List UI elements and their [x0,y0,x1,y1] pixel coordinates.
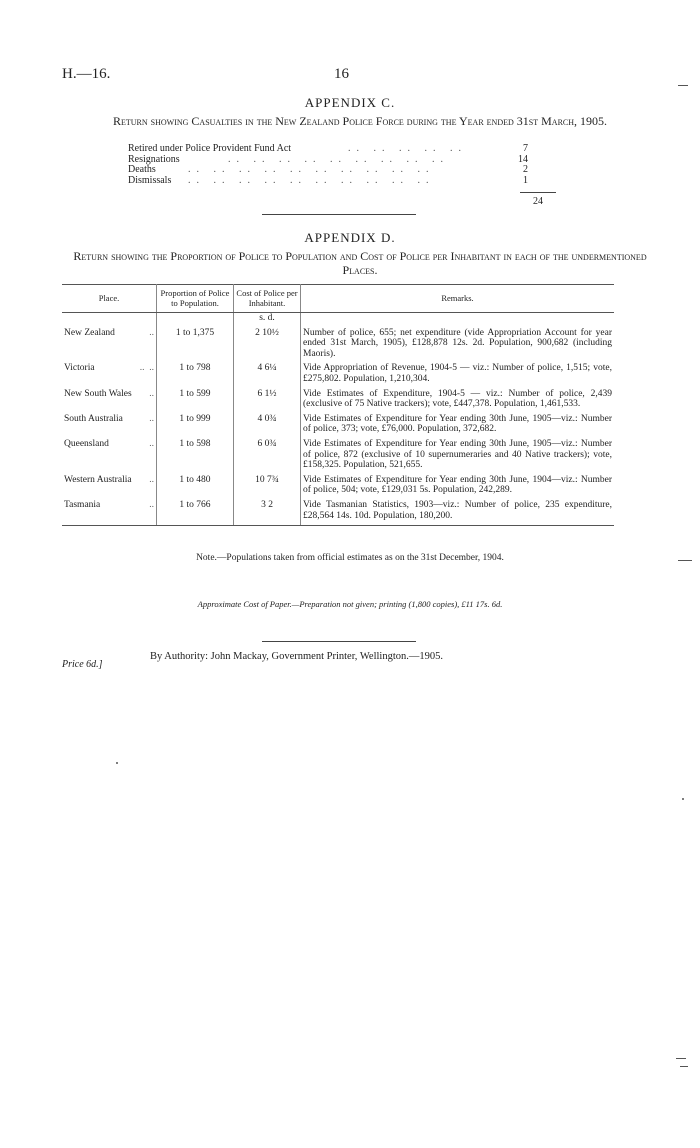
table-row: Victoria .. .. 1 to 798 4 6¼ Vide Appropriation of Revenue, 1904-5 — viz.: Number of police, 1,515; vote, £275,802. Population, 1,210,304. [62,363,614,388]
paper-cost-text: Approximate Cost of Paper.—Preparation not given; printing (1,800 copies), £11 17s. 6d. [197,599,503,609]
table-row: South Australia .. 1 to 999 4 0¾ Vide Estimates of Expenditure for Year ending 30th June, 1905—viz.: Number of police, 373; vote, £76,000. Population, 372,682. [62,414,614,439]
scan-speck [116,762,118,764]
list-item [128,144,528,155]
table-row: New Zealand .. 1 to 1,375 2 10½ Number of police, 655; net expenditure (vide Appropriation Account for year ended 31st March, 1905), £128,878 12s. 2d. Population, 900,682 (including Maoris). [62,328,614,364]
remarks-cell: Number of police, 655; net expenditure (vide Appropriation Account for year ended 31st March, 1905), £128,878 12s. 2d. Population, 900,682 (including Maoris). [301,328,615,364]
casualties-total: 24 [533,196,543,207]
paper-cost-note [0,599,700,609]
scan-mark [678,560,692,561]
police-proportion-table [62,284,614,526]
cost-cell: 4 0¾ [234,414,301,439]
place-name: South Australia [64,413,123,424]
proportion-cell: 1 to 766 [157,500,234,526]
proportion-cell: 1 to 1,375 [157,328,234,364]
leader-dots: .. .. .. .. .. [348,143,467,154]
proportion-cell: 1 to 798 [157,363,234,388]
leader-dots: .. .. .. .. .. .. .. .. .. .. [188,174,435,186]
table-note: Note.—Populations taken from official estimates as on the 31st December, 1904. [196,553,504,563]
authority-line: By Authority: John Mackay, Government Printer, Wellington.—1905. [150,651,443,662]
cost-cell: 6 1½ [234,389,301,414]
casualty-label: Dismissals [128,174,172,186]
remarks-cell: Vide Appropriation of Revenue, 1904-5 — viz.: Number of police, 1,515; vote, £275,802. Population, 1,210,304. [301,363,615,388]
casualty-value: 7 [523,143,528,154]
appendix-c-title: APPENDIX C. [304,95,396,110]
list-item [128,176,528,187]
remarks-cell: Vide Tasmanian Statistics, 1903—viz.: Number of police, 235 expenditure, £28,564 14s. 10d. Population, 180,200. [301,500,615,526]
cost-cell: 3 2 [234,500,301,526]
casualty-value: 14 [518,153,528,165]
column-header-cost: Cost of Police per Inhabitant. [234,285,301,313]
appendix-d-title: APPENDIX D. [304,230,396,245]
scan-mark [680,1066,688,1067]
proportion-cell: 1 to 599 [157,389,234,414]
units-row [62,313,614,328]
casualty-value: 2 [523,164,528,175]
scan-mark [678,85,688,86]
casualty-label: Retired under Police Provident Fund Act [128,143,292,154]
casualty-label: Deaths [128,164,156,175]
proportion-cell: 1 to 598 [157,439,234,475]
cost-cell: 6 0¾ [234,439,301,475]
remarks-cell: Vide Estimates of Expenditure for Year ending 30th June, 1905—viz.: Number of police, 872 (exclusive of 10 supernumeraries and 40 Native trackers); vote, £158,325. Population, 521,655. [301,439,615,475]
section-divider [262,214,416,215]
appendix-c-subtitle: Return showing Casualties in the New Zealand Police Force during the Year ended 31st March, 1905. [112,114,608,128]
remarks-cell: Vide Estimates of Expenditure for Year ending 30th June, 1904—viz.: Number of police, 504; vote, £129,031 5s. Population, 242,289. [301,475,615,500]
place-name: Western Australia [64,474,132,485]
table-header-row [62,285,614,313]
proportion-cell: 1 to 480 [157,475,234,500]
table-row: New South Wales .. 1 to 599 6 1½ Vide Estimates of Expenditure, 1904-5 — viz.: Number of police, 2,439 (exclusive of 75 Native trackers); vote, £447,378. Population, 1,461,533. [62,389,614,414]
place-name: Queensland [64,438,109,449]
cost-units: s. d. [234,313,301,328]
place-name: New South Wales [64,388,132,399]
column-header-remarks: Remarks. [301,285,615,313]
table-row: Tasmania .. 1 to 766 3 2 Vide Tasmanian Statistics, 1903—viz.: Number of police, 235 expenditure, £28,564 14s. 10d. Population, 180,200. [62,500,614,526]
place-name: Victoria [64,363,95,374]
cost-cell: 4 6¼ [234,363,301,388]
cost-cell: 10 7¾ [234,475,301,500]
place-name: New Zealand [64,327,115,338]
table-row: Queensland .. 1 to 598 6 0¾ Vide Estimates of Expenditure for Year ending 30th June, 1905—viz.: Number of police, 872 (exclusive of 10 supernumeraries and 40 Native trackers); vote, £158,325. Population, 521,655. [62,439,614,475]
footer-divider [262,641,416,642]
appendix-d-subtitle: Return showing the Proportion of Police to Population and Cost of Police per Inhabitant in each of the undermentioned Places. [73,249,647,277]
place-name: Tasmania [64,499,101,510]
document-code: H.—16. [62,66,111,82]
list-item [128,165,528,176]
total-rule [520,192,556,193]
page-number: 16 [334,66,349,82]
scan-speck [682,798,684,800]
proportion-cell: 1 to 999 [157,414,234,439]
leader-dots: .. .. .. .. .. .. .. .. .. [228,153,449,165]
scan-mark [676,1058,686,1059]
casualty-value: 1 [523,174,528,186]
column-header-place: Place. [62,285,157,313]
leader-dots: .. .. .. .. .. .. .. .. .. .. [188,164,435,175]
table-row: Western Australia .. 1 to 480 10 7¾ Vide Estimates of Expenditure for Year ending 30th June, 1904—viz.: Number of police, 504; vote, £129,031 5s. Population, 242,289. [62,475,614,500]
remarks-cell: Vide Estimates of Expenditure, 1904-5 — viz.: Number of police, 2,439 (exclusive of 75 Native trackers); vote, £447,378. Population, 1,461,533. [301,389,615,414]
remarks-cell: Vide Estimates of Expenditure for Year ending 30th June, 1905—viz.: Number of police, 373; vote, £76,000. Population, 372,682. [301,414,615,439]
casualties-list [128,144,528,186]
casualty-label: Resignations [128,153,180,165]
column-header-proportion: Proportion of Police to Population. [157,285,234,313]
price-label: Price 6d.] [62,659,103,670]
cost-cell: 2 10½ [234,328,301,364]
